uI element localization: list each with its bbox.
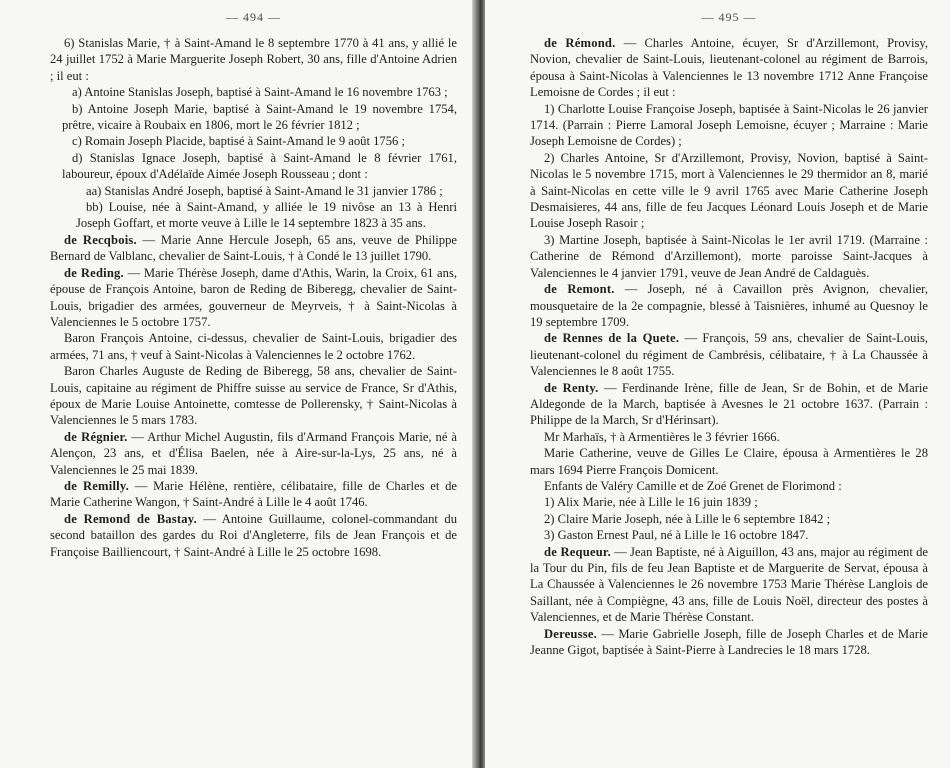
entry-heading: de Remond de Bastay. [64, 511, 197, 526]
paragraph [50, 35, 457, 84]
paragraph [530, 511, 928, 527]
paragraph [530, 101, 928, 150]
entry-heading: de Requeur. [544, 544, 611, 559]
paragraph [530, 281, 928, 330]
paragraph-text: — Arthur Michel Augustin, fils d'Armand François Marie, né à Alençon, 23 ans, et d'Élisa Baelen, née à Aire-sur-la-Lys, 25 ans, né à Valenciennes le 25 mai 1839. [50, 429, 457, 477]
paragraph-text: Marie Catherine, veuve de Gilles Le Claire, épousa à Armentières le 28 mars 1694 Pierre François Domicent. [530, 446, 928, 477]
paragraph-text: 3) Gaston Ernest Paul, né à Lille le 16 octobre 1847. [544, 528, 809, 543]
paragraph [50, 183, 457, 199]
entry-heading: de Recqbois. [64, 232, 137, 247]
paragraph [50, 330, 457, 363]
paragraph-text: — Marie Hélène, rentière, célibataire, fille de Charles et de Marie Catherine Wangon, † Saint-André à Lille le 4 août 1746. [50, 478, 457, 510]
paragraph [50, 429, 457, 478]
page-number-right: — 495 — [701, 10, 757, 24]
paragraph-text: 2) Charles Antoine, Sr d'Arzillemont, Provisy, Novion, baptisé à Saint-Nicolas le 5 novembre 1715, mort à Valenciennes le 29 thermidor an 8, marié à Saint-Nicolas en cette ville le 9 avril 1765 avec Marie Catherine Joseph Desmaisieres, 44 ans, fille de feu Jacques Léonard Louis Joseph et de Marie Louise Joseph Rasoir ; [530, 150, 928, 231]
paragraph-text: 1) Charlotte Louise Françoise Joseph, baptisée à Saint-Nicolas le 26 janvier 1714. (Parrain : Pierre Lamoral Joseph Lemoisne, écuyer ; Marraine : Marie Joseph Lemoisne de Cordes) ; [530, 101, 928, 149]
paragraph-text: 2) Claire Marie Joseph, née à Lille le 6 septembre 1842 ; [544, 511, 831, 526]
paragraph-text: bb) Louise, née à Saint-Amand, y alliée le 19 nivôse an 13 à Henri Joseph Goffart, et morte veuve à Lille le 14 septembre 1823 à 35 ans. [76, 200, 457, 231]
paragraph [530, 150, 928, 232]
paragraph [530, 544, 928, 626]
paragraph [530, 429, 928, 445]
paragraph [530, 232, 928, 281]
paragraph-text: — Marie Thérèse Joseph, dame d'Athis, Warin, la Croix, 61 ans, épouse de François Antoine, baron de Reding de Biberegg, chevalier de Saint-Louis, brigadier des armées, gouverneur de Meyrveis, † à Saint-Nicolas à Valenciennes le 5 octobre 1757. [50, 265, 457, 329]
paragraph-text: Enfants de Valéry Camille et de Zoé Grenet de Florimond : [544, 478, 842, 493]
paragraph-text: — Joseph, né à Cavaillon près Avignon, chevalier, mousquetaire de la 2e compagnie, blessé à Taisnières, inhumé au Quesnoy le 19 septembre 1709. [530, 282, 928, 329]
paragraph [50, 150, 457, 183]
paragraph [530, 494, 928, 510]
paragraph [530, 478, 928, 494]
page-number-left: — 494 — [226, 10, 281, 24]
paragraph-text: 1) Alix Marie, née à Lille le 16 juin 1839 ; [544, 495, 758, 510]
paragraph-text: 3) Martine Joseph, baptisée à Saint-Nicolas le 1er avril 1719. (Marraine : Catherine de Rémond d'Arzillemont), morte paroisse Saint-Jacques à Valenciennes le 4 janvier 1791, veuve de Jean André de Caldaguès. [530, 232, 928, 280]
paragraph-text: Mr Marhaïs, † à Armentières le 3 février 1666. [544, 429, 780, 444]
paragraph-text: Baron Charles Auguste de Reding de Biberegg, 58 ans, chevalier de Saint-Louis, capitaine au régiment de Phiffre suisse au service de France, Sr d'Athis, époux de Marie Louise Antoinette, comtesse de Pollerensky, † Saint-Nicolas à Valenciennes le 5 mars 1783. [50, 364, 457, 428]
entry-heading: Dereusse. [544, 626, 597, 641]
paragraph [530, 626, 928, 659]
paragraph-text: — François, 59 ans, chevalier de Saint-Louis, lieutenant-colonel du régiment de Cambrésis, célibataire, † à La Chaussée à Valenciennes le 8 août 1755. [530, 331, 928, 379]
right-page [485, 0, 950, 768]
paragraph-text: — Antoine Guillaume, colonel-commandant du second bataillon des gardes du Roi d'Angleterre, fils de Jean François et de Françoise Bailliencourt, † Saint-André à Lille le 25 octobre 1698. [50, 511, 457, 559]
paragraph-text: — Marie Gabrielle Joseph, fille de Joseph Charles et de Marie Jeanne Gigot, baptisée à Saint-Pierre à Landrecies le 18 mars 1728. [530, 626, 928, 658]
paragraph [50, 265, 457, 331]
paragraph-text: 6) Stanislas Marie, † à Saint-Amand le 8 septembre 1770 à 41 ans, y allié le 24 juillet 1752 à Marie Marguerite Joseph Robert, 30 ans, fille d'Antoine Adrien ; il eut : [50, 36, 457, 83]
paragraph [50, 101, 457, 134]
right-page-text [530, 35, 928, 658]
paragraph [50, 84, 457, 100]
entry-heading: de Remilly. [64, 478, 129, 493]
entry-heading: de Rennes de la Quete. [544, 331, 680, 346]
paragraph-text: — Jean Baptiste, né à Aiguillon, 43 ans, major au régiment de la Tour du Pin, fils de feu Jean Baptiste et de Marguerite de Servat, épousa à La Chaussée à Valenciennes le 26 novembre 1753 Marie Thérèse Langlois de Saillant, née à Compiègne, 43 ans, fille de Louis Noël, directeur des postes à Valenciennes, et de Marie Thérèse Constant. [530, 544, 928, 625]
paragraph [530, 527, 928, 543]
entry-heading: de Remont. [544, 282, 615, 297]
entry-heading: de Reding. [64, 265, 124, 280]
paragraph-text: Baron François Antoine, ci-dessus, chevalier de Saint-Louis, brigadier des armées, 71 ans, † veuf à Saint-Nicolas à Valenciennes le 2 octobre 1762. [50, 331, 457, 362]
paragraph [530, 35, 928, 101]
paragraph-text: d) Stanislas Ignace Joseph, baptisé à Saint-Amand le 8 février 1761, laboureur, époux d'Adélaïde Aimée Joseph Rousseau ; dont : [62, 150, 457, 182]
paragraph-text: — Charles Antoine, écuyer, Sr d'Arzillemont, Provisy, Novion, chevalier de Saint-Louis, lieutenant-colonel au régiment de Barrois, épousa à Saint-Nicolas à Valenciennes le 13 novembre 1712 Anne Françoise Lemoisne de Cordes ; il eut : [530, 36, 928, 100]
paragraph-text: c) Romain Joseph Placide, baptisé à Saint-Amand le 9 août 1756 ; [72, 134, 405, 149]
entry-heading: de Régnier. [64, 429, 128, 444]
paragraph [50, 363, 457, 429]
paragraph [530, 330, 928, 379]
paragraph [50, 511, 457, 560]
paragraph [50, 478, 457, 511]
entry-heading: de Rémond. [544, 36, 616, 50]
paragraph [50, 232, 457, 265]
paragraph-text: a) Antoine Stanislas Joseph, baptisé à Saint-Amand le 16 novembre 1763 ; [72, 85, 448, 100]
paragraph-text: — Marie Anne Hercule Joseph, 65 ans, veuve de Philippe Bernard de Valblanc, chevalier de Saint-Louis, † à Condé le 13 juillet 1790. [50, 232, 457, 264]
paragraph-text: aa) Stanislas André Joseph, baptisé à Saint-Amand le 31 janvier 1786 ; [86, 183, 443, 198]
paragraph-text: b) Antoine Joseph Marie, baptisé à Saint-Amand le 19 novembre 1754, prêtre, vicaire à Roubaix en 1806, mort le 26 février 1812 ; [62, 101, 457, 133]
paragraph [50, 133, 457, 149]
paragraph-text: — Ferdinande Irène, fille de Jean, Sr de Bohin, et de Marie Aldegonde de la March, baptisée à Avesnes le 21 octobre 1637. (Parrain : Philippe de la March, Sr d'Hérinsart). [530, 380, 928, 428]
paragraph [530, 445, 928, 478]
paragraph [530, 380, 928, 429]
left-page-text [50, 35, 457, 560]
paragraph [50, 199, 457, 232]
entry-heading: de Renty. [544, 380, 599, 395]
